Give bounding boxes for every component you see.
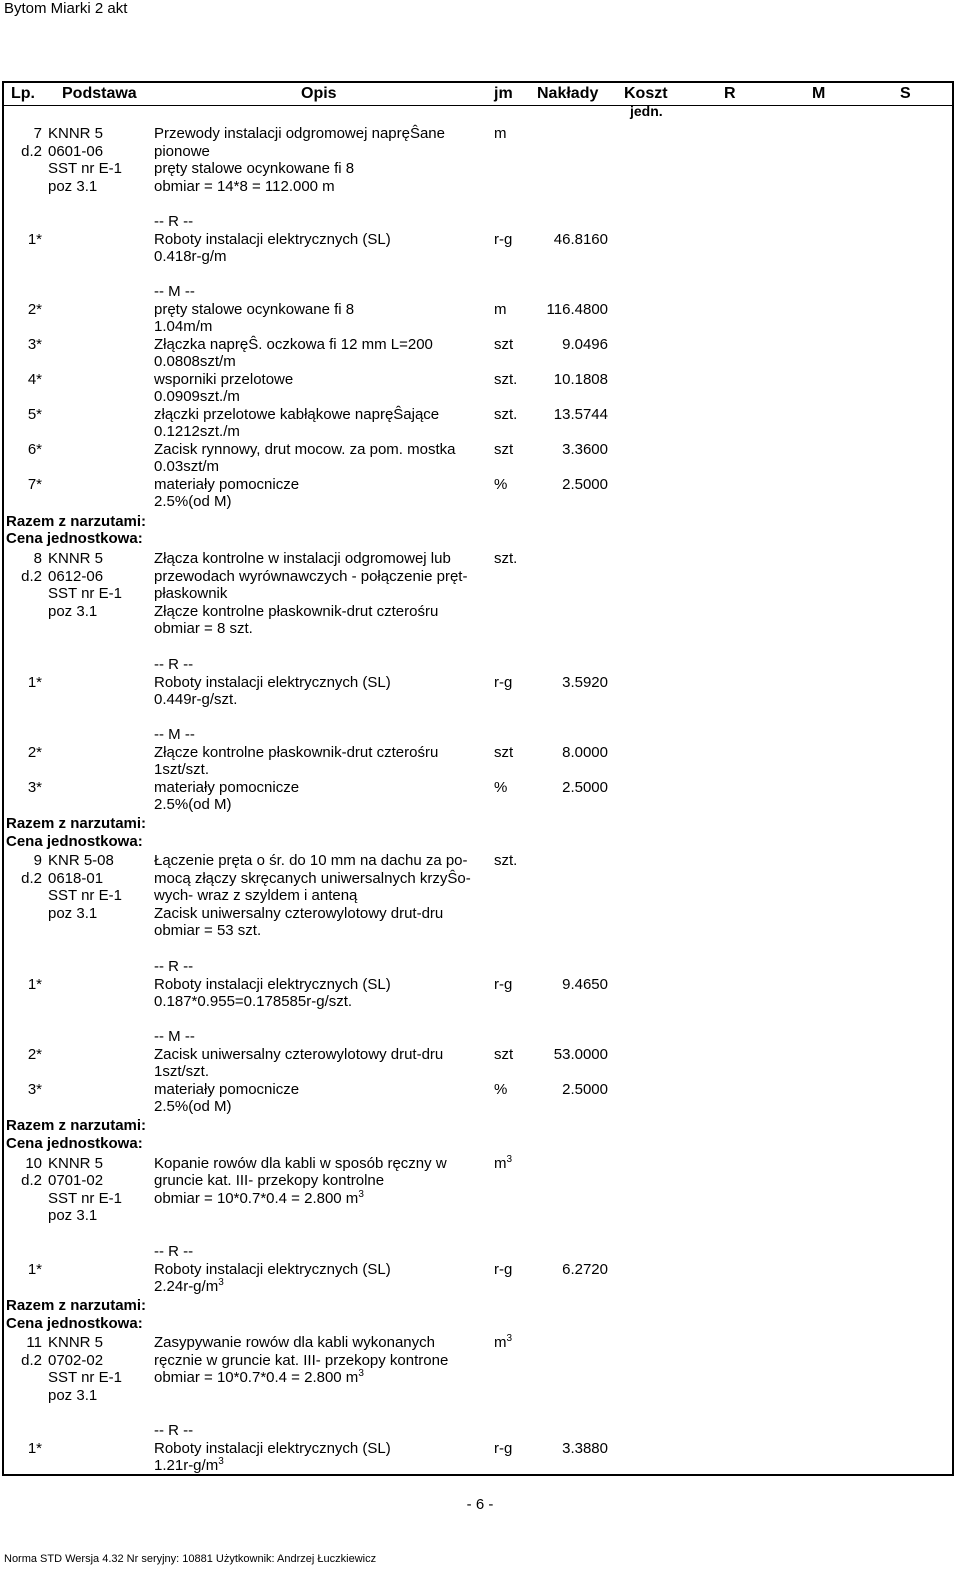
podstawa-line: SST nr E-1 <box>48 887 122 904</box>
item-name: wsporniki przelotowe <box>154 371 294 388</box>
header-opis: Opis <box>301 85 337 102</box>
opis-line: Zacisk uniwersalny czterowylotowy drut-dru <box>154 905 444 922</box>
header-podstawa: Podstawa <box>62 85 137 102</box>
item-norm: 1.04m/m <box>154 318 213 335</box>
item-jm: % <box>494 476 508 493</box>
position-d: d.2 <box>21 568 42 585</box>
item-lp: 1* <box>27 1440 42 1457</box>
item-jm: r-g <box>494 1261 513 1278</box>
superscript: 3 <box>218 1277 224 1288</box>
m-section-label: -- M -- <box>154 726 195 743</box>
opis-line: gruncie kat. III- przekopy kontrolne <box>154 1172 385 1189</box>
position-number: 8 <box>33 550 42 567</box>
superscript: 3 <box>506 1154 513 1165</box>
item-jm: szt <box>494 744 514 761</box>
item-norm: 0.1212szt./m <box>154 423 240 440</box>
podstawa-line: 0618-01 <box>48 870 104 887</box>
podstawa-line: SST nr E-1 <box>48 160 122 177</box>
item-lp: 3* <box>27 1081 42 1098</box>
position-jm <box>494 1155 512 1173</box>
podstawa-line: KNNR 5 <box>48 1155 104 1172</box>
header-lp: Lp. <box>11 85 35 102</box>
opis-line <box>154 1369 364 1387</box>
item-jm: r-g <box>494 976 513 993</box>
item-name: pręty stalowe ocynkowane fi 8 <box>154 301 355 318</box>
podstawa-line: SST nr E-1 <box>48 585 122 602</box>
item-value: 13.5744 <box>553 406 608 423</box>
item-jm: szt <box>494 336 514 353</box>
r-section-label: -- R -- <box>154 958 194 975</box>
razem-label: Razem z narzutami: <box>6 815 147 832</box>
item-jm: szt <box>494 441 514 458</box>
podstawa-line: 0702-02 <box>48 1352 104 1369</box>
item-value: 2.5000 <box>562 779 608 796</box>
podstawa-line: poz 3.1 <box>48 1387 98 1404</box>
item-name: Roboty instalacji elektrycznych (SL) <box>154 1440 391 1457</box>
item-jm: r-g <box>494 1440 513 1457</box>
item-name: materiały pomocnicze <box>154 1081 300 1098</box>
opis-text: obmiar = 10*0.7*0.4 = 2.800 m <box>154 1369 359 1386</box>
r-section-label: -- R -- <box>154 656 194 673</box>
position-d: d.2 <box>21 870 42 887</box>
item-name: Roboty instalacji elektrycznych (SL) <box>154 976 391 993</box>
item-norm: 2.5%(od M) <box>154 1098 232 1115</box>
header-naklady: Nakłady <box>537 85 599 102</box>
header-bottom-border <box>2 105 954 106</box>
item-lp: 1* <box>27 674 42 691</box>
podstawa-line: KNNR 5 <box>48 125 104 142</box>
position-number: 7 <box>33 125 42 142</box>
item-lp: 1* <box>27 231 42 248</box>
item-value: 9.4650 <box>562 976 608 993</box>
podstawa-line: poz 3.1 <box>48 603 98 620</box>
item-lp: 1* <box>27 1261 42 1278</box>
document-title: Bytom Miarki 2 akt <box>4 0 128 17</box>
header-s: S <box>900 85 911 102</box>
item-jm: % <box>494 779 508 796</box>
table-right-border <box>952 81 954 1476</box>
item-value: 2.5000 <box>562 1081 608 1098</box>
item-name: Zacisk uniwersalny czterowylotowy drut-dru <box>154 1046 444 1063</box>
podstawa-line: 0612-06 <box>48 568 104 585</box>
page-number: - 6 - <box>466 1496 494 1513</box>
item-jm: r-g <box>494 674 513 691</box>
item-jm: m <box>494 301 507 318</box>
position-number: 11 <box>26 1334 42 1351</box>
opis-line: wych- wraz z szyldem i anteną <box>154 887 358 904</box>
item-name: materiały pomocnicze <box>154 476 300 493</box>
item-name: Roboty instalacji elektrycznych (SL) <box>154 674 391 691</box>
header-koszt: Koszt <box>624 85 668 102</box>
opis-line: Zasypywanie rowów dla kabli wykonanych <box>154 1334 435 1351</box>
podstawa-line: KNNR 5 <box>48 550 104 567</box>
opis-line: pręty stalowe ocynkowane fi 8 <box>154 160 355 177</box>
opis-line: Złącza kontrolne w instalacji odgromowej lub <box>154 550 451 567</box>
r-section-label: -- R -- <box>154 1243 194 1260</box>
jm-text: m <box>494 1334 507 1351</box>
opis-line: mocą złączy skręcanych uniwersalnych krzyŜo- <box>154 870 471 887</box>
item-name: Roboty instalacji elektrycznych (SL) <box>154 1261 391 1278</box>
header-jm: jm <box>494 85 513 102</box>
header-koszt-jedn: jedn. <box>630 103 663 119</box>
position-jm: m <box>494 125 507 142</box>
item-norm <box>154 1457 224 1475</box>
item-jm: szt. <box>494 406 518 423</box>
item-norm <box>154 1278 224 1296</box>
item-value: 3.5920 <box>562 674 608 691</box>
cena-label: Cena jednostkowa: <box>6 1315 143 1332</box>
header-r: R <box>724 85 736 102</box>
superscript: 3 <box>506 1333 513 1344</box>
item-norm: 0.0808szt/m <box>154 353 236 370</box>
item-norm: 0.0909szt./m <box>154 388 240 405</box>
item-norm: 0.187*0.955=0.178585r-g/szt. <box>154 993 353 1010</box>
item-lp: 2* <box>27 1046 42 1063</box>
item-value: 3.3880 <box>562 1440 608 1457</box>
opis-line: przewodach wyrównawczych - połączenie pręt- <box>154 568 468 585</box>
item-jm: % <box>494 1081 508 1098</box>
opis-line: obmiar = 14*8 = 112.000 m <box>154 178 335 195</box>
opis-line <box>154 1190 364 1208</box>
item-name: złączki przelotowe kabłąkowe napręŜające <box>154 406 440 423</box>
opis-line: Kopanie rowów dla kabli w sposób ręczny w <box>154 1155 447 1172</box>
opis-line: płaskownik <box>154 585 228 602</box>
table-bottom-border <box>2 1474 954 1476</box>
table-top-border <box>2 81 954 83</box>
item-name: Złączka napręŜ. oczkowa fi 12 mm L=200 <box>154 336 433 353</box>
razem-label: Razem z narzutami: <box>6 1297 147 1314</box>
item-norm: 2.5%(od M) <box>154 493 232 510</box>
position-d: d.2 <box>21 1352 42 1369</box>
item-lp: 2* <box>27 744 42 761</box>
position-jm: szt. <box>494 852 518 869</box>
item-name: Zacisk rynnowy, drut mocow. za pom. mostka <box>154 441 456 458</box>
item-name: Roboty instalacji elektrycznych (SL) <box>154 231 391 248</box>
header-m: M <box>812 85 826 102</box>
table-left-border <box>2 81 4 1476</box>
cena-label: Cena jednostkowa: <box>6 833 143 850</box>
footer-info: Norma STD Wersja 4.32 Nr seryjny: 10881 Użytkownik: Andrzej Łuczkiewicz <box>4 1553 377 1565</box>
opis-line: obmiar = 8 szt. <box>154 620 253 637</box>
r-section-label: -- R -- <box>154 1422 194 1439</box>
item-lp: 4* <box>27 371 42 388</box>
item-value: 6.2720 <box>562 1261 608 1278</box>
jm-text: m <box>494 1155 507 1172</box>
opis-line: Przewody instalacji odgromowej napręŜane <box>154 125 445 142</box>
opis-line: ręcznie w gruncie kat. III- przekopy kontrone <box>154 1352 449 1369</box>
superscript: 3 <box>218 1456 224 1467</box>
item-value: 53.0000 <box>553 1046 608 1063</box>
item-lp: 7* <box>27 476 42 493</box>
podstawa-line: KNR 5-08 <box>48 852 114 869</box>
podstawa-line: SST nr E-1 <box>48 1369 122 1386</box>
podstawa-line: 0701-02 <box>48 1172 104 1189</box>
cena-label: Cena jednostkowa: <box>6 1135 143 1152</box>
position-number: 10 <box>25 1155 42 1172</box>
superscript: 3 <box>358 1189 364 1200</box>
position-d: d.2 <box>21 143 42 160</box>
m-section-label: -- M -- <box>154 283 195 300</box>
item-jm: szt <box>494 1046 514 1063</box>
item-value: 116.4800 <box>546 301 608 318</box>
item-name: materiały pomocnicze <box>154 779 300 796</box>
item-norm: 0.449r-g/szt. <box>154 691 238 708</box>
item-norm: 0.03szt/m <box>154 458 220 475</box>
opis-line: Łączenie pręta o śr. do 10 mm na dachu za po- <box>154 852 468 869</box>
cena-label: Cena jednostkowa: <box>6 530 143 547</box>
razem-label: Razem z narzutami: <box>6 513 147 530</box>
position-d: d.2 <box>21 1172 42 1189</box>
podstawa-line: poz 3.1 <box>48 1207 98 1224</box>
opis-line: Złącze kontrolne płaskownik-drut czterośru <box>154 603 439 620</box>
opis-text: obmiar = 10*0.7*0.4 = 2.800 m <box>154 1190 359 1207</box>
item-name: Złącze kontrolne płaskownik-drut czterośru <box>154 744 439 761</box>
opis-line: obmiar = 53 szt. <box>154 922 262 939</box>
podstawa-line: poz 3.1 <box>48 178 98 195</box>
item-value: 8.0000 <box>562 744 608 761</box>
podstawa-line: SST nr E-1 <box>48 1190 122 1207</box>
item-lp: 6* <box>27 441 42 458</box>
norm-text: 2.24r-g/m <box>154 1278 219 1295</box>
item-value: 2.5000 <box>562 476 608 493</box>
item-norm: 1szt/szt. <box>154 761 210 778</box>
m-section-label: -- M -- <box>154 1028 195 1045</box>
r-section-label: -- R -- <box>154 213 194 230</box>
item-norm: 1szt/szt. <box>154 1063 210 1080</box>
item-norm: 2.5%(od M) <box>154 796 232 813</box>
item-jm: szt. <box>494 371 518 388</box>
item-value: 46.8160 <box>553 231 608 248</box>
item-value: 10.1808 <box>553 371 608 388</box>
podstawa-line: KNNR 5 <box>48 1334 104 1351</box>
position-jm <box>494 1334 512 1352</box>
item-value: 9.0496 <box>562 336 608 353</box>
item-value: 3.3600 <box>562 441 608 458</box>
item-lp: 3* <box>27 779 42 796</box>
item-lp: 1* <box>27 976 42 993</box>
item-lp: 2* <box>27 301 42 318</box>
razem-label: Razem z narzutami: <box>6 1117 147 1134</box>
item-jm: r-g <box>494 231 513 248</box>
superscript: 3 <box>358 1368 364 1379</box>
item-norm: 0.418r-g/m <box>154 248 227 265</box>
position-jm: szt. <box>494 550 518 567</box>
podstawa-line: 0601-06 <box>48 143 104 160</box>
norm-text: 1.21r-g/m <box>154 1457 219 1474</box>
item-lp: 5* <box>27 406 42 423</box>
item-lp: 3* <box>27 336 42 353</box>
position-number: 9 <box>33 852 42 869</box>
podstawa-line: poz 3.1 <box>48 905 98 922</box>
opis-line: pionowe <box>154 143 210 160</box>
